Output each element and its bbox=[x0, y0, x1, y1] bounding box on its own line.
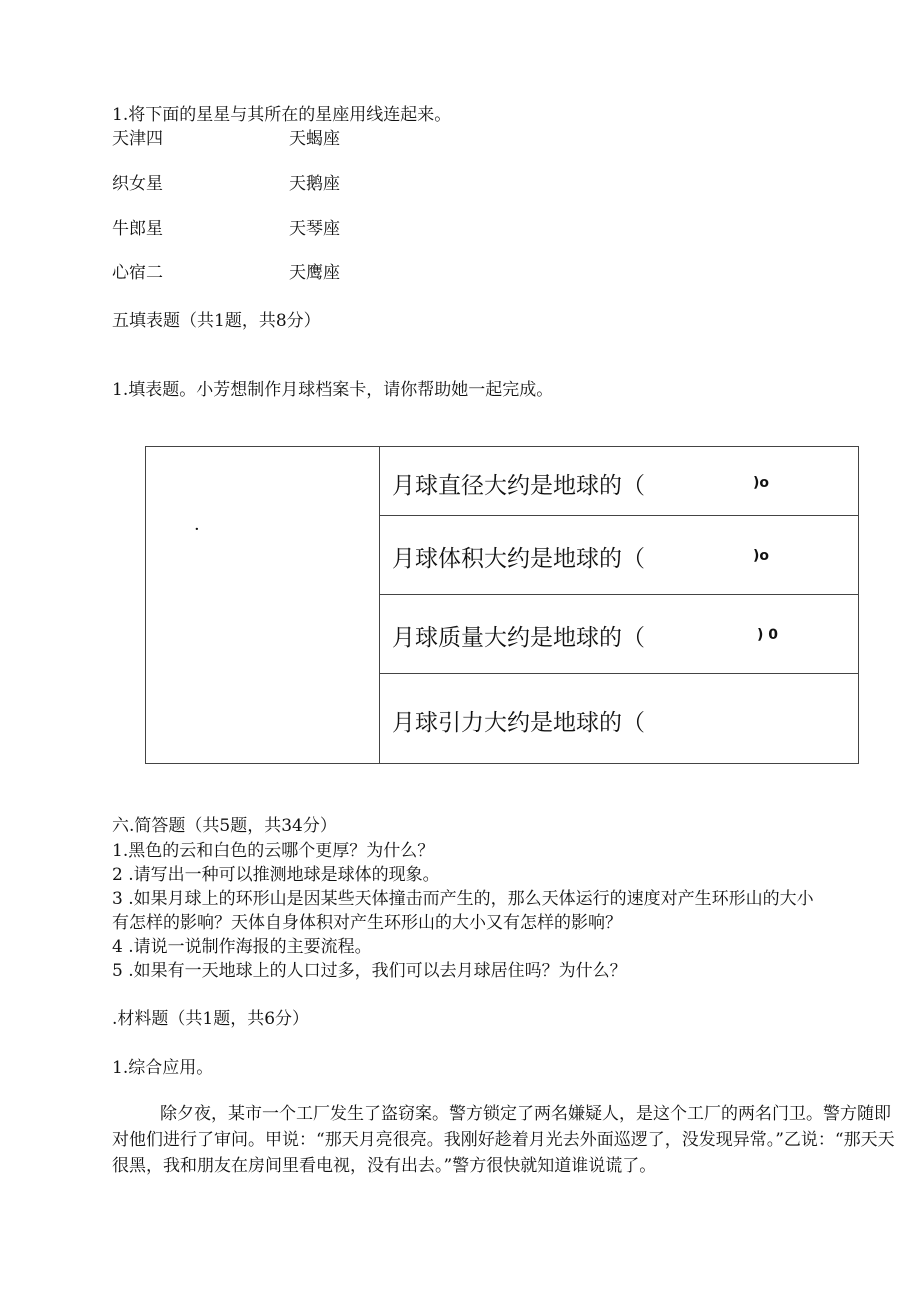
section-title: 五填表题（共1题，共8分） bbox=[112, 311, 321, 331]
star-item: 天津四 bbox=[112, 129, 163, 149]
table-row[interactable] bbox=[380, 516, 859, 595]
list-item: 2 .请写出一种可以推测地球是球体的现象。 bbox=[112, 865, 440, 885]
table-row[interactable] bbox=[380, 447, 859, 516]
section-title: 六.简答题（共5题，共34分） bbox=[112, 816, 337, 836]
list-item: 1.黑色的云和白色的云哪个更厚？为什么？ bbox=[112, 841, 435, 861]
section-title: .材料题（共1题，共6分） bbox=[112, 1009, 310, 1029]
matching-question: 1.将下面的星星与其所在的星座用线连起来。 bbox=[112, 105, 452, 125]
star-item: 织女星 bbox=[112, 174, 163, 194]
row-close: )o bbox=[753, 475, 770, 491]
moon-image-cell bbox=[146, 447, 380, 764]
list-item: 4 .请说一说制作海报的主要流程。 bbox=[112, 937, 372, 957]
question-text: 1.综合应用。 bbox=[112, 1058, 214, 1078]
moon-profile-table bbox=[145, 446, 859, 764]
row-close: ) 0 bbox=[757, 627, 779, 643]
row-text: 月球直径大约是地球的（ bbox=[392, 473, 645, 499]
table-row[interactable] bbox=[380, 595, 859, 674]
list-item: 5 .如果有一天地球上的人口过多，我们可以去月球居住吗？为什么？ bbox=[112, 961, 627, 981]
row-text: 月球质量大约是地球的（ bbox=[392, 625, 645, 651]
material-passage: 除夕夜，某市一个工厂发生了盗窃案。警方锁定了两名嫌疑人，是这个工厂的两名门卫。警方随即对他们进行了审问。甲说：“那天月亮很亮。我刚好趁着月光去外面巡逻了，没发现异常。”乙说：“那天天很黑，我和朋友在房间里看电视，没有出去。”警方很快就知道谁说谎了。 bbox=[112, 1104, 895, 1176]
row-text: 月球体积大约是地球的（ bbox=[392, 546, 645, 572]
list-item: 3 .如果月球上的环形山是因某些天体撞击而产生的，那么天体运行的速度对产生环形山的大小 bbox=[112, 889, 814, 909]
row-text: 月球引力大约是地球的（ bbox=[392, 710, 645, 736]
star-item: 心宿二 bbox=[112, 263, 163, 283]
constellation-item: 天琴座 bbox=[289, 219, 340, 239]
question-text: 1.填表题。小芳想制作月球档案卡，请你帮助她一起完成。 bbox=[112, 380, 554, 400]
star-item: 牛郎星 bbox=[112, 219, 163, 239]
constellation-item: 天鹅座 bbox=[289, 174, 340, 194]
image-dot: · bbox=[194, 519, 200, 540]
constellation-item: 天蝎座 bbox=[289, 129, 340, 149]
list-item: 有怎样的影响？天体自身体积对产生环形山的大小又有怎样的影响？ bbox=[112, 913, 622, 933]
constellation-item: 天鹰座 bbox=[289, 263, 340, 283]
row-close: )o bbox=[753, 548, 770, 564]
table-row[interactable] bbox=[380, 674, 859, 764]
